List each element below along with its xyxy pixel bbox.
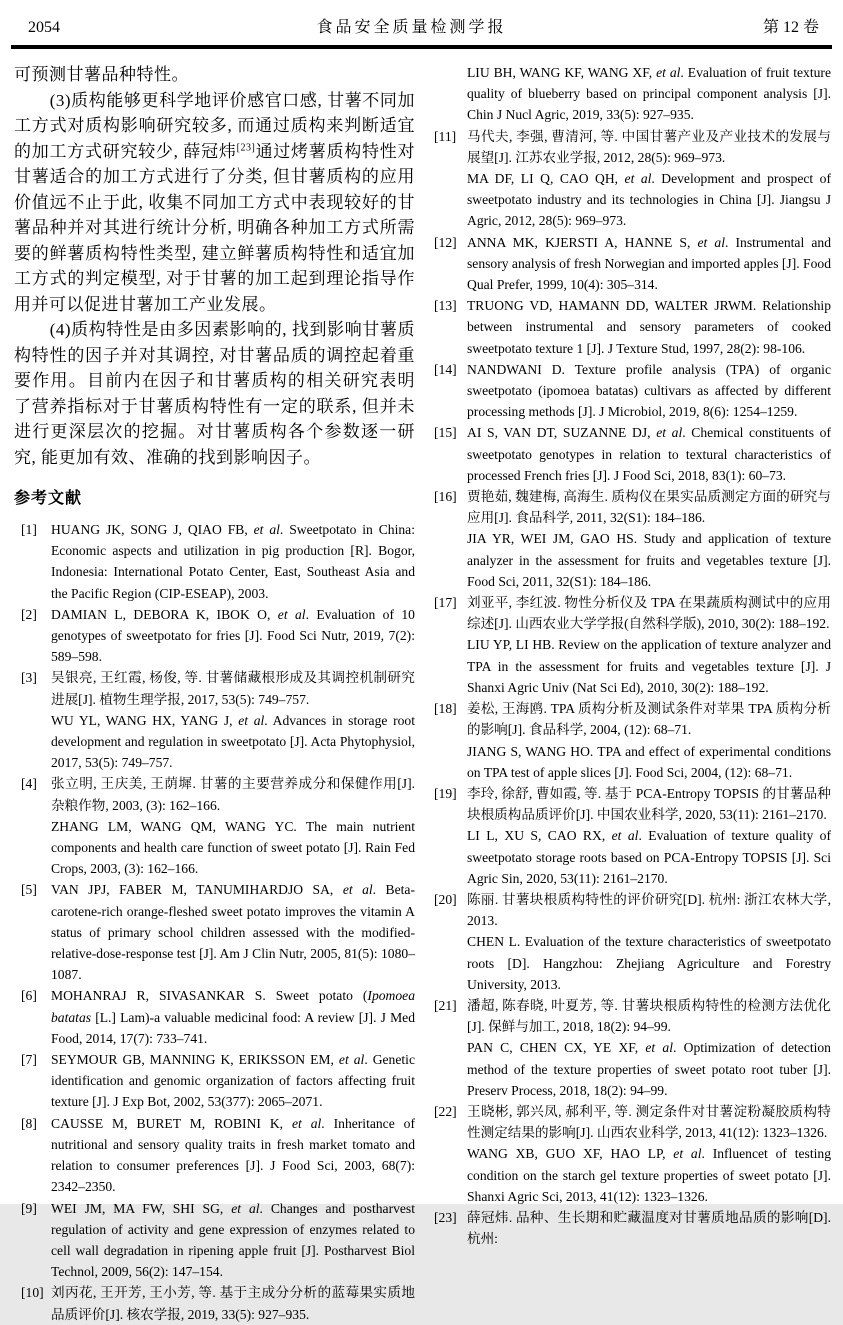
reference-item: [430, 889, 831, 995]
reference-number: [19]: [434, 785, 457, 801]
volume-label: 第 12 卷: [762, 19, 819, 36]
reference-item: [14, 773, 415, 879]
reference-paragraph: HUANG JK, SONG J, QIAO FB, et al. Sweetpotato in China: Economic aspects and utilization in pig production [R]. Bogor, Indonesia: International Potato Center, East, Southeast Asia and the Pacific Region (CIP-ESEAP), 2003.: [51, 522, 415, 601]
reference-item: [430, 486, 831, 592]
reference-number: [8]: [21, 1115, 37, 1131]
reference-text: [467, 422, 831, 486]
left-column: [14, 62, 415, 1325]
reference-item: [14, 667, 415, 773]
reference-number: [15]: [434, 425, 457, 441]
reference-number: [2]: [21, 606, 37, 622]
reference-number: [5]: [21, 882, 37, 898]
reference-number: [11]: [434, 128, 457, 144]
reference-paragraph: 潘超, 陈春晓, 叶夏芳, 等. 甘薯块根质构特性的检测方法优化[J]. 保鲜与加工, 2018, 18(2): 94–99.: [467, 997, 831, 1035]
reference-paragraph: 马代夫, 李强, 曹清河, 等. 中国甘薯产业及产业技术的发展与展望[J]. 江苏农业学报, 2012, 28(5): 969–973.: [467, 128, 831, 165]
reference-item: [430, 995, 831, 1101]
reference-text: [51, 1113, 415, 1198]
reference-paragraph: TRUONG VD, HAMANN DD, WALTER JRWM. Relationship between instrumental and sensory parameters of cooked sweetpotato texture 1 [J]. J Texture Stud, 1997, 28(2): 98-106.: [467, 298, 831, 356]
reference-item: [14, 1282, 415, 1324]
reference-item: [430, 126, 831, 232]
journal-title: 食品安全质量检测学报: [316, 19, 507, 36]
reference-text: [51, 1198, 415, 1283]
reference-number: [23]: [434, 1209, 457, 1225]
reference-paragraph: 陈丽. 甘薯块根质构特性的评价研究[D]. 杭州: 浙江农林大学, 2013.: [467, 891, 831, 929]
reference-item: [430, 1207, 831, 1249]
reference-text: [467, 1101, 831, 1207]
reference-text: [467, 295, 831, 359]
reference-item: [14, 985, 415, 1049]
reference-number: [18]: [434, 701, 457, 717]
reference-number: [6]: [21, 988, 37, 1004]
reference-number: [17]: [434, 595, 457, 611]
reference-number: [1]: [21, 522, 37, 537]
reference-number: [21]: [434, 997, 457, 1013]
reference-paragraph: VAN JPJ, FABER M, TANUMIHARDJO SA, et al. Beta-carotene-rich orange-fleshed sweet potato improves the vitamin A status of primary school children assessed with the modified-relative-dose-response test [J]. Am J Clin Nutr, 2005, 81(5): 1080–1087.: [51, 882, 415, 983]
reference-text: [467, 126, 831, 232]
reference-item: [430, 592, 831, 698]
reference-paragraph: 张立明, 王庆美, 王荫墀. 甘薯的主要营养成分和保健作用[J]. 杂粮作物, 2003, (3): 162–166.: [51, 776, 415, 813]
two-column-body: [0, 49, 843, 1325]
reference-paragraph: 刘丙花, 王开芳, 王小芳, 等. 基于主成分分析的蓝莓果实质地品质评价[J]. 核农学报, 2019, 33(5): 927–935.: [51, 1285, 415, 1322]
references-list-right: [430, 62, 831, 1249]
reference-text: [467, 889, 831, 995]
reference-paragraph: 刘亚平, 李红波. 物性分析仪及 TPA 在果蔬质构测试中的应用综述[J]. 山西农业大学学报(自然科学版), 2010, 30(2): 188–192.: [467, 595, 831, 632]
reference-item: [430, 359, 831, 423]
reference-paragraph: JIA YR, WEI JM, GAO HS. Study and application of texture analyzer in the assessment for fruits and vegetables texture [J]. Food Sci, 2011, 32(S1): 184–186.: [467, 531, 831, 589]
reference-text: [51, 519, 415, 604]
reference-paragraph: 薛冠炜. 品种、生长期和贮藏温度对甘薯质地品质的影响[D]. 杭州:: [467, 1209, 831, 1247]
reference-text: [51, 879, 415, 985]
reference-paragraph: CHEN L. Evaluation of the texture characteristics of sweetpotato roots [D]. Hangzhou: Zhejiang Agriculture and Forestry University, 2013.: [467, 934, 831, 992]
reference-number: [22]: [434, 1103, 457, 1119]
reference-paragraph: ZHANG LM, WANG QM, WANG YC. The main nutrient components and health care function of sweet potato [J]. Rain Fed Crops, 2003, (3): 162–166.: [51, 818, 415, 877]
reference-paragraph: 李玲, 徐舒, 曹如霞, 等. 基于 PCA-Entropy TOPSIS 的甘薯品种块根质构品质评价[J]. 中国农业科学, 2020, 53(11): 2161–2170.: [467, 785, 831, 823]
reference-text: [51, 604, 415, 668]
reference-paragraph: ANNA MK, KJERSTI A, HANNE S, et al. Instrumental and sensory analysis of fresh Norwegian and imported apples [J]. Food Qual Prefer, 1999, 10(4): 305–314.: [467, 234, 831, 293]
reference-paragraph: LIU BH, WANG KF, WANG XF, et al. Evaluation of fruit texture quality of blueberry based on principal component analysis [J]. Chin J Nucl Agric, 2019, 33(5): 927–935.: [467, 65, 831, 123]
reference-text: [467, 783, 831, 889]
reference-paragraph: 王晓彬, 郭兴凤, 郝利平, 等. 测定条件对甘薯淀粉凝胶质构特性测定结果的影响[J]. 山西农业科学, 2013, 41(12): 1323–1326.: [467, 1103, 831, 1141]
reference-number: [4]: [21, 776, 37, 792]
reference-text: [467, 486, 831, 592]
reference-paragraph: DAMIAN L, DEBORA K, IBOK O, et al. Evaluation of 10 genotypes of sweetpotato for fries [J]. Food Sci Nutr, 2019, 7(2): 589–598.: [51, 606, 415, 665]
reference-number: [12]: [434, 234, 457, 250]
paragraph-3-text: (3)质构能够更科学地评价感官口感, 甘薯不同加工方式对质构影响研究较多, 而通过质构来判断适宜的加工方式研究较少, 薛冠炜: [14, 90, 415, 161]
page-header: [0, 0, 843, 43]
reference-text: [467, 995, 831, 1101]
reference-number: [3]: [21, 670, 37, 686]
reference-number: [9]: [21, 1200, 37, 1216]
reference-item: [14, 1049, 415, 1113]
reference-item: [430, 295, 831, 359]
right-column: [430, 62, 831, 1325]
reference-paragraph: WU YL, WANG HX, YANG J, et al. Advances in storage root development and regulation in sweetpotato [J]. Acta Phytophysiol, 2017, 53(5): 749–757.: [51, 712, 415, 771]
reference-text: [51, 985, 415, 1049]
reference-text: [51, 667, 415, 773]
citation-superscript: [23]: [236, 141, 256, 153]
reference-paragraph: 贾艳茹, 魏建梅, 高海生. 质构仪在果实品质测定方面的研究与应用[J]. 食品科学, 2011, 32(S1): 184–186.: [467, 489, 831, 526]
reference-text: [51, 1282, 415, 1324]
reference-number: [16]: [434, 489, 457, 505]
reference-item: [430, 62, 831, 126]
reference-paragraph: WANG XB, GUO XF, HAO LP, et al. Influencet of testing condition on the starch gel texture properties of sweet potato [J]. Shanxi Agric Sci, 2013, 41(12): 1323–1326.: [467, 1146, 831, 1204]
reference-item: [14, 1113, 415, 1198]
reference-paragraph: WEI JM, MA FW, SHI SG, et al. Changes and postharvest regulation of activity and gene expression of enzymes related to cell wall degradation in ripening apple fruit [J]. Postharvest Biol Technol, 2009, 56(2): 147–154.: [51, 1200, 415, 1280]
reference-paragraph: LIU YP, LI HB. Review on the application of texture analyzer and TPA in the assessment for fruits and vegetables texture [J]. J Shanxi Agric Univ (Nat Sci Ed), 2010, 30(2): 188–192.: [467, 637, 831, 695]
reference-number: [14]: [434, 361, 457, 377]
references-list-left: [14, 519, 415, 1325]
reference-item: [14, 1198, 415, 1283]
reference-paragraph: 吴银亮, 王红霞, 杨俊, 等. 甘薯储藏根形成及其调控机制研究进展[J]. 植物生理学报, 2017, 53(5): 749–757.: [51, 670, 415, 707]
references-heading: 参考文献: [14, 488, 83, 507]
reference-item: [430, 232, 831, 296]
reference-item: [430, 783, 831, 889]
reference-paragraph: SEYMOUR GB, MANNING K, ERIKSSON EM, et al. Genetic identification and genomic organization of factors affecting fruit texture [J]. J Exp Bot, 2002, 53(377): 2065–2071.: [51, 1052, 415, 1110]
reference-number: [430, 62, 467, 126]
reference-number: [13]: [434, 298, 457, 314]
reference-item: [14, 604, 415, 668]
paragraph-point-4: (4)质构特性是由多因素影响的, 找到影响甘薯质构特性的因子并对其调控, 对甘薯品质的调控起着重要作用。目前内在因子和甘薯质构的相关研究表明了营养指标对于甘薯质构特性有一定的联系, 但并未进行更深层次的挖掘。对甘薯质构各个参数逐一研究, 能更加有效、准确的找到影响因子。: [14, 320, 415, 467]
reference-paragraph: MOHANRAJ R, SIVASANKAR S. Sweet potato (Ipomoea batatas [L.] Lam)-a valuable medicinal food: A review [J]. J Med Food, 2014, 17(7): 733–741.: [51, 988, 415, 1046]
reference-text: [467, 698, 831, 783]
reference-text: [467, 359, 831, 423]
reference-paragraph: JIANG S, WANG HO. TPA and effect of experimental conditions on TPA test of apple slices [J]. Food Sci, 2004, (12): 68–71.: [467, 743, 831, 780]
reference-paragraph: AI S, VAN DT, SUZANNE DJ, et al. Chemical constituents of sweetpotato genotypes in relation to textural characteristics of processed French fries [J]. J Food Sci, 2018, 83(1): 60–73.: [467, 425, 831, 483]
reference-paragraph: PAN C, CHEN CX, YE XF, et al. Optimization of detection method of the texture properties of sweet potato root tuber [J]. Preserv Process, 2018, 18(2): 94–99.: [467, 1040, 831, 1098]
reference-item: [14, 879, 415, 985]
reference-text: [467, 232, 831, 296]
reference-item: [430, 422, 831, 486]
page-number: 2054: [28, 19, 60, 36]
reference-text: [467, 1207, 831, 1249]
reference-item: [430, 1101, 831, 1207]
reference-text: [467, 592, 831, 698]
reference-paragraph: 姜松, 王海鸥. TPA 质构分析及测试条件对苹果 TPA 质构分析的影响[J]. 食品科学, 2004, (12): 68–71.: [467, 701, 831, 738]
reference-number: [20]: [434, 891, 457, 907]
reference-paragraph: CAUSSE M, BURET M, ROBINI K, et al. Inheritance of nutritional and sensory quality traits in fresh market tomato and relation to consumer preferences [J]. J Food Sci, 2003, 68(7): 2342–2350.: [51, 1115, 415, 1195]
reference-text: [51, 773, 415, 879]
reference-text: [51, 1049, 415, 1113]
paragraph-continuation: 可预测甘薯品种特性。: [14, 65, 189, 84]
reference-item: [14, 519, 415, 604]
reference-text: [467, 62, 831, 126]
paragraph-3-text-continued: 通过烤薯质构特性对甘薯适合的加工方式进行了分类, 但甘薯质构的应用价值远不止于此, 收集不同加工方式中表现较好的甘薯品种并对其进行统计分析, 明确各种加工方式所需要的鲜薯质构特性类型, 建立鲜薯质构特性和适宜加工方式的判定模型, 对于甘薯的加工起到理论指导作用并可以促进甘薯加工产业发展。: [14, 141, 416, 314]
paragraph-point-3: [14, 88, 415, 318]
reference-paragraph: NANDWANI D. Texture profile analysis (TPA) of organic sweetpotato (ipomoea batatas) cultivars as affected by different processing methods [J]. J Microbiol, 2019, 8(6): 1254–1259.: [467, 361, 831, 420]
reference-item: [430, 698, 831, 783]
reference-paragraph: MA DF, LI Q, CAO QH, et al. Development and prospect of sweetpotato industry and its technologies in China [J]. Jiangsu J Agric, 2012, 28(5): 969–973.: [467, 171, 831, 229]
reference-number: [10]: [21, 1285, 44, 1301]
reference-number: [7]: [21, 1052, 37, 1068]
reference-paragraph: LI L, XU S, CAO RX, et al. Evaluation of texture quality of sweetpotato storage roots based on PCA-Entropy TOPSIS [J]. Sci Agric Sin, 2020, 53(11): 2161–2170.: [467, 828, 831, 886]
